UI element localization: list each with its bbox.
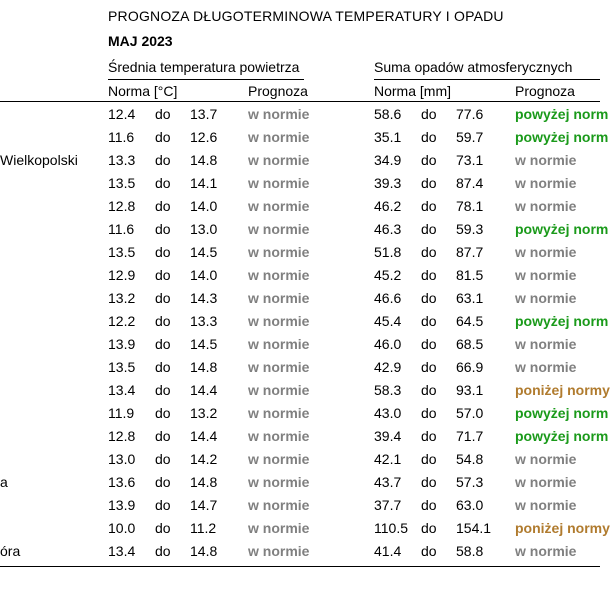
precipitation-norm-max: 66.9: [456, 359, 484, 375]
precipitation-forecast: w normie: [515, 497, 577, 513]
temperature-forecast: w normie: [248, 152, 310, 168]
table-row: [0, 517, 610, 540]
temperature-norm-max: 14.7: [190, 497, 218, 513]
precipitation-forecast: w normie: [515, 543, 577, 559]
temperature-forecast: w normie: [248, 267, 310, 283]
precipitation-norm-max: 57.0: [456, 405, 484, 421]
temperature-norm-min: 11.6: [108, 221, 135, 237]
precipitation-norm-max: 78.1: [456, 198, 484, 214]
temperature-norm-min: 13.6: [108, 474, 136, 490]
precipitation-norm-max: 87.7: [456, 244, 484, 260]
precipitation-range-word: do: [421, 175, 437, 191]
precipitation-range-word: do: [421, 497, 437, 513]
precipitation-forecast: w normie: [515, 244, 577, 260]
precipitation-norm-max: 57.3: [456, 474, 484, 490]
temperature-norm-min: 11.6: [108, 129, 135, 145]
precipitation-norm-max: 81.5: [456, 267, 484, 283]
temperature-norm-min: 12.4: [108, 106, 136, 122]
table-row: [0, 126, 609, 149]
temperature-norm-max: 13.3: [190, 313, 218, 329]
temperature-norm-max: 14.4: [190, 428, 218, 444]
precipitation-forecast: powyżej norm: [515, 405, 609, 421]
temperature-range-word: do: [155, 382, 171, 398]
precipitation-forecast: powyżej norm: [515, 313, 609, 329]
temperature-forecast: w normie: [248, 290, 310, 306]
forecast-table: [0, 103, 610, 563]
table-row: [0, 425, 609, 448]
precipitation-range-word: do: [421, 244, 437, 260]
precipitation-forecast: powyżej norm: [515, 428, 609, 444]
temperature-forecast: w normie: [248, 474, 310, 490]
table-row: [0, 149, 600, 172]
temperature-norm-max: 14.3: [190, 290, 218, 306]
temperature-forecast-header: Prognoza: [248, 83, 308, 99]
precipitation-norm-min: 46.6: [374, 290, 402, 306]
temperature-forecast: w normie: [248, 405, 310, 421]
temperature-range-word: do: [155, 152, 171, 168]
region-name: óra: [0, 543, 21, 559]
table-row: [0, 172, 600, 195]
table-row: [0, 402, 609, 425]
temperature-norm-max: 14.8: [190, 359, 218, 375]
page-title: PROGNOZA DŁUGOTERMINOWA TEMPERATURY I OPADU: [108, 8, 504, 24]
precipitation-range-word: do: [421, 543, 437, 559]
temperature-range-word: do: [155, 520, 171, 536]
precipitation-range-word: do: [421, 106, 437, 122]
precipitation-norm-min: 45.2: [374, 267, 402, 283]
temperature-norm-max: 14.8: [190, 543, 218, 559]
temperature-range-word: do: [155, 474, 171, 490]
temperature-norm-min: 12.8: [108, 198, 136, 214]
temperature-range-word: do: [155, 451, 171, 467]
precipitation-range-word: do: [421, 152, 437, 168]
temperature-range-word: do: [155, 221, 171, 237]
precipitation-norm-min: 43.0: [374, 405, 402, 421]
temperature-forecast: w normie: [248, 336, 310, 352]
temperature-norm-min: 13.9: [108, 336, 136, 352]
region-name: Wielkopolski: [0, 152, 78, 168]
precipitation-norm-min: 58.6: [374, 106, 402, 122]
temperature-forecast: w normie: [248, 520, 310, 536]
temperature-forecast: w normie: [248, 106, 310, 122]
precipitation-norm-min: 35.1: [374, 129, 402, 145]
precipitation-norm-min: 110.5: [374, 520, 408, 536]
table-row: [0, 264, 600, 287]
precipitation-norm-max: 73.1: [456, 152, 484, 168]
temperature-forecast: w normie: [248, 175, 310, 191]
temperature-range-word: do: [155, 336, 171, 352]
precipitation-norm-max: 154.1: [456, 520, 492, 536]
precipitation-range-word: do: [421, 405, 437, 421]
precipitation-forecast: w normie: [515, 336, 577, 352]
precipitation-norm-max: 63.1: [456, 290, 484, 306]
precipitation-range-word: do: [421, 474, 437, 490]
precipitation-norm-max: 77.6: [456, 106, 484, 122]
precipitation-range-word: do: [421, 290, 437, 306]
precipitation-range-word: do: [421, 221, 437, 237]
precipitation-range-word: do: [421, 267, 437, 283]
temperature-forecast: w normie: [248, 198, 310, 214]
precipitation-norm-max: 58.8: [456, 543, 484, 559]
precipitation-forecast: powyżej norm: [515, 129, 609, 145]
precipitation-forecast: poniżej normy: [515, 520, 610, 536]
table-row: [0, 379, 610, 402]
temperature-forecast: w normie: [248, 359, 310, 375]
precipitation-norm-max: 59.7: [456, 129, 484, 145]
precipitation-range-word: do: [421, 129, 437, 145]
precipitation-range-word: do: [421, 359, 437, 375]
table-row: [0, 448, 600, 471]
precipitation-range-word: do: [421, 428, 437, 444]
temperature-norm-min: 13.0: [108, 451, 136, 467]
precipitation-range-word: do: [421, 336, 437, 352]
temperature-range-word: do: [155, 198, 171, 214]
temperature-range-word: do: [155, 106, 171, 122]
table-row: [0, 356, 600, 379]
temperature-norm-min: 13.5: [108, 175, 136, 191]
precipitation-forecast-header: Prognoza: [515, 83, 575, 99]
table-row: [0, 103, 609, 126]
precipitation-norm-min: 37.7: [374, 497, 402, 513]
temperature-range-word: do: [155, 497, 171, 513]
precipitation-forecast: w normie: [515, 451, 577, 467]
precipitation-norm-min: 42.9: [374, 359, 402, 375]
precipitation-norm-min: 39.3: [374, 175, 402, 191]
precipitation-norm-min: 45.4: [374, 313, 402, 329]
temperature-range-word: do: [155, 428, 171, 444]
precipitation-norm-max: 68.5: [456, 336, 484, 352]
temperature-norm-max: 13.0: [190, 221, 218, 237]
region-name: a: [0, 474, 8, 490]
temperature-norm-max: 11.2: [190, 520, 217, 536]
precipitation-norm-min: 42.1: [374, 451, 402, 467]
temperature-norm-min: 12.2: [108, 313, 136, 329]
precipitation-norm-header: Norma [mm]: [374, 83, 451, 99]
temperature-forecast: w normie: [248, 244, 310, 260]
temperature-norm-max: 14.8: [190, 152, 218, 168]
precipitation-range-word: do: [421, 520, 437, 536]
table-header-rule: [0, 101, 600, 102]
precipitation-forecast: w normie: [515, 152, 577, 168]
precipitation-section-heading: Suma opadów atmosferycznych: [374, 59, 573, 75]
precipitation-forecast: w normie: [515, 290, 577, 306]
temperature-range-word: do: [155, 313, 171, 329]
precipitation-forecast: w normie: [515, 175, 577, 191]
temperature-norm-max: 14.1: [190, 175, 218, 191]
table-row: [0, 287, 600, 310]
temperature-forecast: w normie: [248, 451, 310, 467]
temperature-range-word: do: [155, 543, 171, 559]
precipitation-range-word: do: [421, 313, 437, 329]
temperature-norm-max: 12.6: [190, 129, 218, 145]
temperature-norm-max: 14.4: [190, 382, 218, 398]
temperature-range-word: do: [155, 129, 171, 145]
temperature-norm-min: 13.5: [108, 359, 136, 375]
temperature-forecast: w normie: [248, 428, 310, 444]
temperature-range-word: do: [155, 244, 171, 260]
temperature-norm-max: 13.2: [190, 405, 218, 421]
temperature-norm-min: 11.9: [108, 405, 135, 421]
table-row: [0, 195, 600, 218]
temperature-norm-max: 14.5: [190, 244, 218, 260]
temperature-norm-min: 13.2: [108, 290, 136, 306]
precipitation-norm-max: 87.4: [456, 175, 484, 191]
temperature-norm-min: 13.5: [108, 244, 136, 260]
table-row: [0, 218, 609, 241]
precipitation-norm-max: 71.7: [456, 428, 484, 444]
precipitation-norm-max: 54.8: [456, 451, 484, 467]
precipitation-forecast: w normie: [515, 474, 577, 490]
precipitation-norm-min: 46.2: [374, 198, 402, 214]
table-row: [0, 241, 600, 264]
precipitation-forecast: powyżej norm: [515, 106, 609, 122]
precipitation-range-word: do: [421, 382, 437, 398]
temperature-section-heading: Średnia temperatura powietrza: [108, 59, 300, 75]
precipitation-range-word: do: [421, 451, 437, 467]
precipitation-norm-min: 43.7: [374, 474, 402, 490]
precipitation-forecast: powyżej norm: [515, 221, 609, 237]
temperature-range-word: do: [155, 405, 171, 421]
temperature-norm-min: 10.0: [108, 520, 136, 536]
precipitation-forecast: w normie: [515, 267, 577, 283]
temperature-norm-min: 13.9: [108, 497, 136, 513]
temperature-forecast: w normie: [248, 313, 310, 329]
precipitation-norm-min: 41.4: [374, 543, 402, 559]
precipitation-norm-min: 51.8: [374, 244, 402, 260]
temperature-range-word: do: [155, 175, 171, 191]
precipitation-norm-max: 63.0: [456, 497, 484, 513]
temperature-norm-max: 14.5: [190, 336, 218, 352]
table-row: [0, 494, 600, 517]
temperature-forecast: w normie: [248, 543, 310, 559]
precipitation-forecast: poniżej normy: [515, 382, 610, 398]
table-row: [0, 540, 600, 563]
precipitation-forecast: w normie: [515, 198, 577, 214]
precipitation-norm-min: 34.9: [374, 152, 402, 168]
temperature-forecast: w normie: [248, 221, 310, 237]
temperature-norm-min: 12.8: [108, 428, 136, 444]
precipitation-forecast: w normie: [515, 359, 577, 375]
temperature-norm-max: 14.0: [190, 198, 218, 214]
precipitation-section-rule: [374, 79, 600, 80]
page-subtitle: MAJ 2023: [108, 33, 173, 49]
temperature-norm-min: 13.4: [108, 382, 136, 398]
precipitation-norm-min: 58.3: [374, 382, 402, 398]
temperature-norm-max: 13.7: [190, 106, 218, 122]
table-row: [0, 310, 609, 333]
temperature-range-word: do: [155, 290, 171, 306]
temperature-forecast: w normie: [248, 497, 310, 513]
temperature-forecast: w normie: [248, 382, 310, 398]
precipitation-norm-min: 46.3: [374, 221, 402, 237]
table-row: [0, 471, 600, 494]
precipitation-norm-max: 93.1: [456, 382, 484, 398]
temperature-norm-min: 13.4: [108, 543, 136, 559]
temperature-norm-max: 14.0: [190, 267, 218, 283]
temperature-norm-max: 14.8: [190, 474, 218, 490]
temperature-norm-min: 12.9: [108, 267, 136, 283]
temperature-norm-header: Norma [°C]: [108, 83, 178, 99]
temperature-norm-max: 14.2: [190, 451, 218, 467]
table-row: [0, 333, 600, 356]
temperature-forecast: w normie: [248, 129, 310, 145]
precipitation-norm-min: 39.4: [374, 428, 402, 444]
table-bottom-rule: [0, 566, 600, 567]
precipitation-norm-max: 59.3: [456, 221, 484, 237]
temperature-norm-min: 13.3: [108, 152, 136, 168]
temperature-section-rule: [108, 79, 304, 80]
precipitation-range-word: do: [421, 198, 437, 214]
temperature-range-word: do: [155, 359, 171, 375]
precipitation-norm-max: 64.5: [456, 313, 484, 329]
temperature-range-word: do: [155, 267, 171, 283]
precipitation-norm-min: 46.0: [374, 336, 402, 352]
